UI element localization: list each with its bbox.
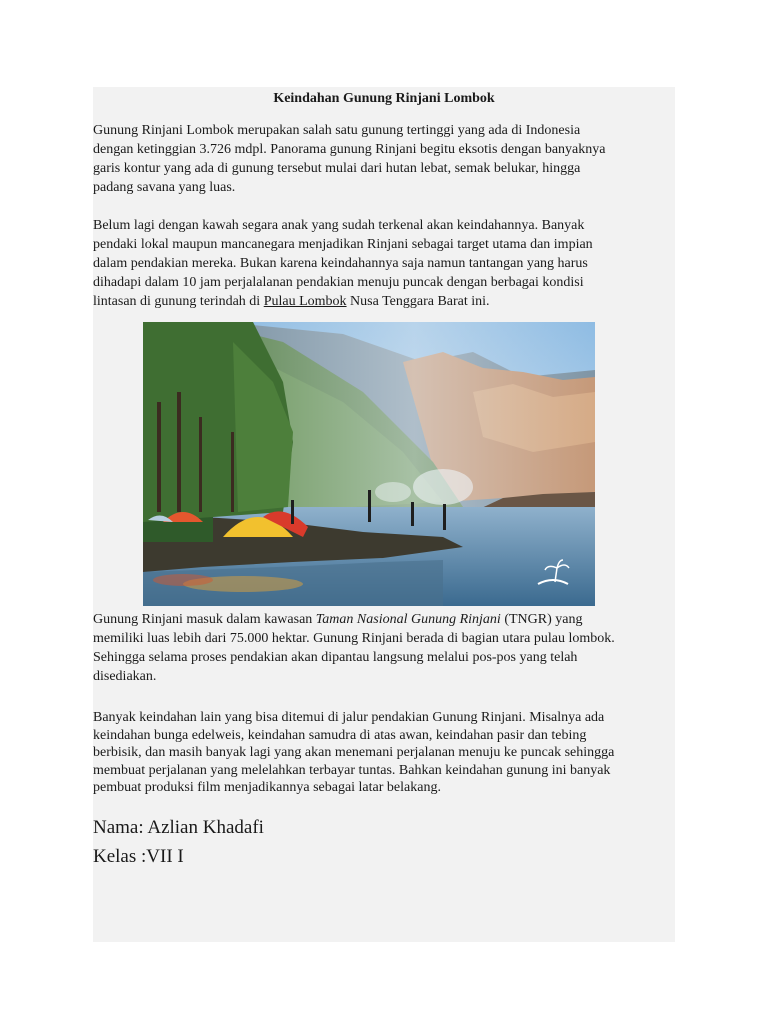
text-run: lintasan di gunung terindah di (93, 294, 264, 309)
document-page (93, 87, 675, 942)
text-line: dengan ketinggian 3.726 mdpl. Panorama gunung Rinjani begitu eksotis dengan banyaknya (93, 142, 606, 157)
text-line: disediakan. (93, 669, 157, 684)
pulau-lombok-link[interactable]: Pulau Lombok (263, 294, 347, 309)
text-line: Banyak keindahan lain yang bisa ditemui di jalur pendakian Gunung Rinjani. Misalnya ada (93, 710, 605, 725)
text-line: Sehingga selama proses pendakian akan dipantau langsung melalui pos-pos yang telah (93, 650, 578, 665)
text-line: dihadapi dalam 10 jam perjalalanan pendakian menuju puncak dengan berbagai kondisi (93, 275, 584, 290)
text-line: berbisik, dan masih banyak lagi yang akan menemani perjalanan menuju ke puncak sehingga (93, 745, 615, 760)
author-class: Kelas :VII I (93, 846, 184, 867)
paragraph-keindahan-lain (93, 709, 675, 797)
text-line: dalam pendakian mereka. Bukan karena keindahannya saja namun tantangan yang harus (93, 256, 588, 271)
text-line: pembuat produksi film menjadikannya sebagai latar belakang. (93, 780, 441, 795)
text-line: membuat perjalanan yang melelahkan terbayar tuntas. Bahkan keindahan gunung ini banyak (93, 762, 611, 778)
paragraph-intro (93, 121, 675, 197)
text-line: Belum lagi dengan kawah segara anak yang sudah terkenal akan keindahannya. Banyak (93, 218, 585, 233)
text-run: (TNGR) yang (500, 612, 583, 627)
text-line: memiliki luas lebih dari 75.000 hektar. Gunung Rinjani berada di bagian utara pulau lombok. (93, 631, 615, 646)
rinjani-lake-photo (143, 322, 595, 606)
text-line (93, 292, 675, 311)
text-line: padang savana yang luas. (93, 180, 236, 195)
document-title: Keindahan Gunung Rinjani Lombok (273, 91, 495, 106)
text-line: pendaki lokal maupun mancanegara menjadikan Rinjani sebagai target utama dan impian (93, 237, 593, 252)
text-run: Nusa Tenggara Barat ini. (346, 294, 490, 309)
text-line (93, 610, 675, 629)
text-line: Gunung Rinjani Lombok merupakan salah satu gunung tertinggi yang ada di Indonesia (93, 123, 581, 138)
paragraph-tngr (93, 610, 675, 686)
text-run-italic: Taman Nasional Gunung Rinjani (315, 612, 501, 627)
text-run: Gunung Rinjani masuk dalam kawasan (93, 612, 316, 627)
paragraph-kawah (93, 216, 675, 311)
author-name: Nama: Azlian Khadafi (93, 817, 264, 838)
text-line: keindahan bunga edelweis, keindahan samudra di atas awan, keindahan pasir dan tebing (93, 727, 587, 743)
text-line: garis kontur yang ada di gunung tersebut mulai dari hutan lebat, semak belukar, hingga (93, 161, 581, 176)
